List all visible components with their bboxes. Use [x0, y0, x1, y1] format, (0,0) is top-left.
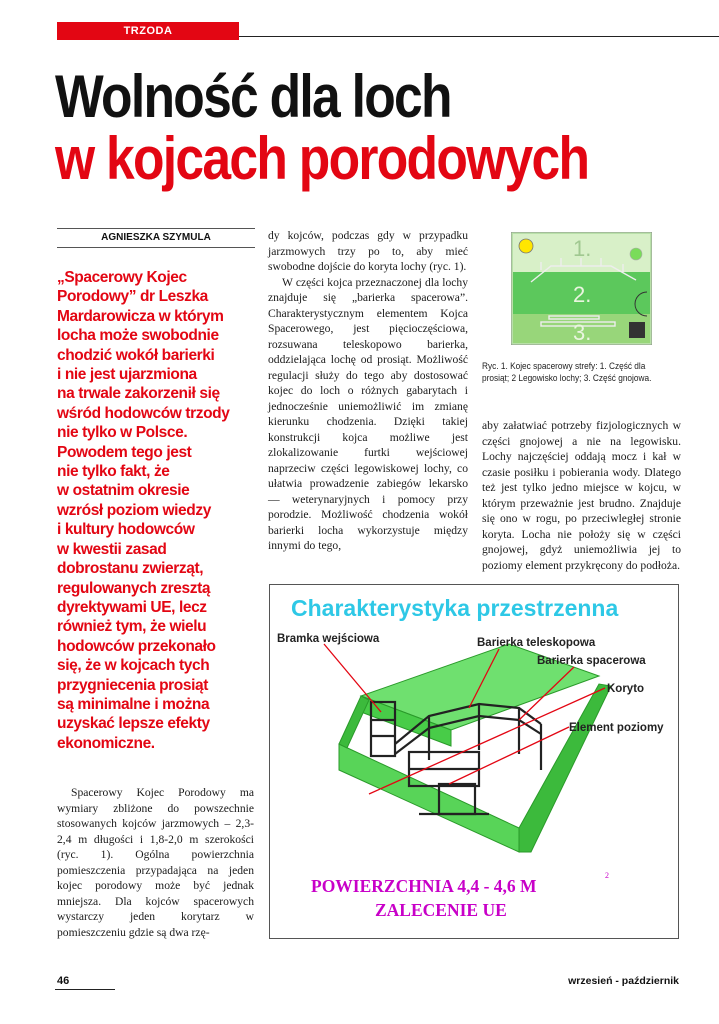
- body-paragraph: Spacerowy Kojec Porodowy ma wymiary zbliżone do powszechnie stosowanych kojców jarzmowych – 2,3-2,4 m długości i 1,8-2,0 m szerokości (ryc. 1). Ogólna powierzchnia pomieszczenia przypadająca na jeden kojec porodowy może być jednak mniejsza. Dla kojców spacerowych wystarczy jeden korytarz w pomieszczeniu gdzie są dwa rzę-: [57, 786, 254, 939]
- label-floor-element: Element poziomy: [569, 722, 664, 734]
- page-number: 46: [57, 975, 70, 987]
- zone-3-label: 3.: [573, 320, 592, 345]
- body-paragraph: W części kojca przeznaczonej dla lochy znajduje się „barierka spacerowa”. Charakterystycznym elementem Kojca Spacerowego, jest pięcioczęściowa, rozsuwana teleskopowo barierka, oddzielająca lochę od prosiąt. Możliwość regulacji służy do tego aby dostosować kojec do loch o różnych gabarytach i jednocześnie uniemożliwić im zmianę kierunku chodzenia. Dzięki takiej konstrukcji kojca możliwe jest zlokalizowanie furtki wejściowej naprzeciw części legowiskowej lochy, co ułatwia prowadzenie zabiegów lekarsko — weterynaryjnych i pomocy przy porodzie. Możliwość chodzenia wokół barierki locha wykorzystuje między innymi do tego,: [268, 275, 468, 552]
- author-name: AGNIESZKA SZYMULA: [101, 232, 211, 243]
- section-tag: TRZODA: [57, 22, 239, 40]
- body-column-2: [268, 228, 468, 554]
- label-telescopic-barrier: Barierka teleskopowa: [477, 637, 596, 649]
- label-entrance-gate: Bramka wejściowa: [277, 633, 380, 645]
- zone-1-label: 1.: [573, 236, 592, 261]
- area-superscript: 2: [605, 871, 609, 880]
- drain-icon: [629, 322, 645, 338]
- spatial-characteristics-figure: [269, 584, 679, 939]
- body-column-1: [57, 785, 254, 940]
- issue-label: wrzesień - październik: [568, 975, 679, 987]
- eu-recommendation-text: ZALECENIE UE: [375, 900, 507, 920]
- area-text: POWIERZCHNIA 4,4 - 4,6 M: [311, 876, 537, 896]
- body-column-3: [482, 418, 681, 573]
- lead-paragraph: „Spacerowy Kojec Porodowy” dr Leszka Mardarowicza w którym locha może swobodnie chodzić wokół barierki i nie jest ujarzmiona na trwale zakorzenił się wśród hodowców trzody nie tylko w Polsce. Powodem tego jest nie tylko fakt, że w ostatnim okresie wzrósł poziom wiedzy i kultury hodowców w kwestii zasad dobrostanu zwierząt, regulowanych zresztą dyrektywami UE, lecz również tym, że wielu hodowców przekonało się, że w kojcach tych przygniecenia prosiąt są minimalne i można uzyskać lepsze efekty ekonomiczne.: [57, 269, 230, 752]
- body-paragraph: dy kojców, podczas gdy w przypadku jarzmowych trzy po to, aby mieć swobodne dojście do koryta lochy (ryc. 1).: [268, 229, 468, 273]
- author-rule-top: [57, 228, 255, 229]
- feeder-icon: [630, 248, 642, 260]
- heater-icon: [519, 239, 533, 253]
- pen-zones-figure: [511, 232, 652, 345]
- body-paragraph: aby załatwiać potrzeby fizjologicznych w części gnojowej a nie na legowisku. Lochy najczęściej oddają mocz i kał w czasie posiłku i pobierania wody. Dlatego też jest tylko jedno miejsce w kojcu, w którym przeważnie jest brudno. Znajduje się ono w rogu, po przeciwległej stronie koryta. Locha nie położy się w części gnojowej, gdyż uniemożliwia jej to poziomy element przykręcony do podłoża.: [482, 419, 681, 572]
- figure-1-caption: Ryc. 1. Kojec spacerowy strefy: 1. Część dla prosiąt; 2 Legowisko lochy; 3. Część gnojowa.: [482, 361, 652, 383]
- label-walking-barrier: Barierka spacerowa: [537, 655, 646, 667]
- article-title-line1: Wolność dla loch: [55, 63, 451, 130]
- article-title-line2: w kojcach porodowych: [55, 125, 589, 192]
- footer-rule: [55, 989, 115, 990]
- author-rule-bottom: [57, 247, 255, 248]
- figure-2-title: Charakterystyka przestrzenna: [291, 595, 619, 621]
- label-trough: Koryto: [607, 683, 645, 695]
- zone-2-label: 2.: [573, 282, 592, 307]
